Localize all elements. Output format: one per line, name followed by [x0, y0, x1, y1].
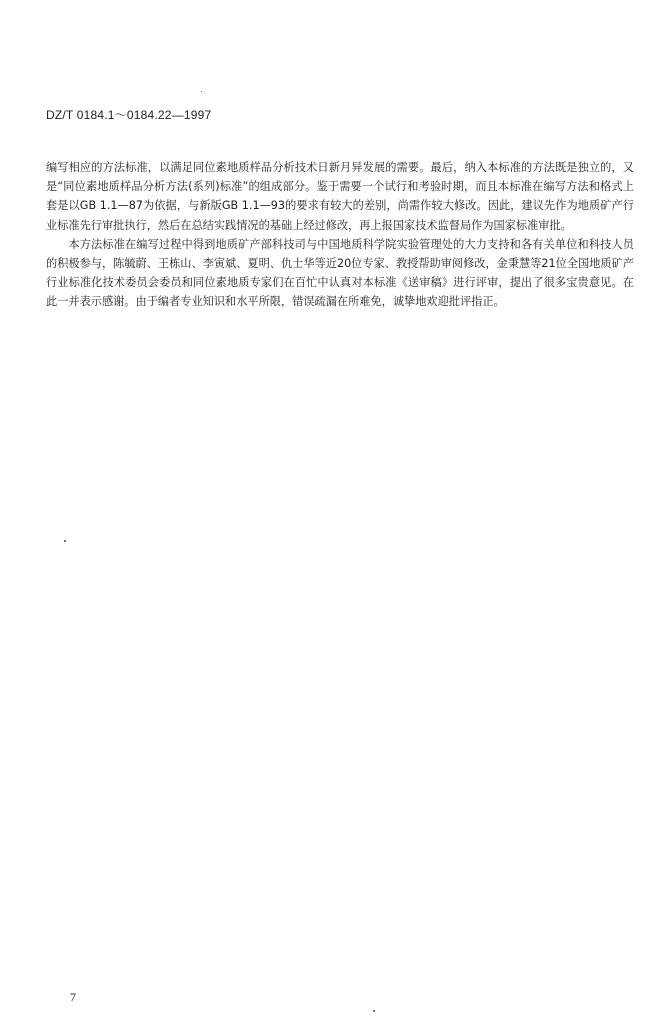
paragraph-methods: 编写相应的方法标准，以满足同位素地质样品分析技术日新月异发展的需要。最后，纳入本标准的方法既是独立的，又是“同位素地质样品分析方法(系列)标准”的组成部分。鉴于需要一个试行和考验时期，而且本标准在编写方法和格式上套是以GB 1.1—87为依据，与新版GB 1.1—93的要求有较大的差别，尚需作较大修改。因此，建议先作为地质矿产行业标准先行审批执行，然后在总结实践情况的基础上经过修改，再上报国家技术监督局作为国家标准审批。: [46, 161, 634, 232]
paragraph-acknowledgements: 本方法标准在编写过程中得到地质矿产部科技司与中国地质科学院实验管理处的大力支持和各有关单位和科技人员的积极参与，陈毓蔚、王栋山、李寅斌、夏明、仇士华等近20位专家、教授帮助审阅修改，金秉慧等21位全国地质矿产行业标准化技术委员会委员和同位素地质专家们在百忙中认真对本标准《送审稿》进行评审，提出了很多宝贵意见。在此一并表示感谢。由于编者专业知识和水平所限，错误疏漏在所难免，诚挚地欢迎批评指正。: [46, 237, 634, 309]
body-text: [46, 158, 634, 312]
page-number: 7: [70, 990, 76, 1004]
scan-speck: [201, 91, 202, 92]
scan-speck: [373, 1010, 375, 1012]
standard-code-header: DZ/T 0184.1～0184.22—1997: [46, 108, 212, 122]
scan-speck: [64, 540, 66, 542]
